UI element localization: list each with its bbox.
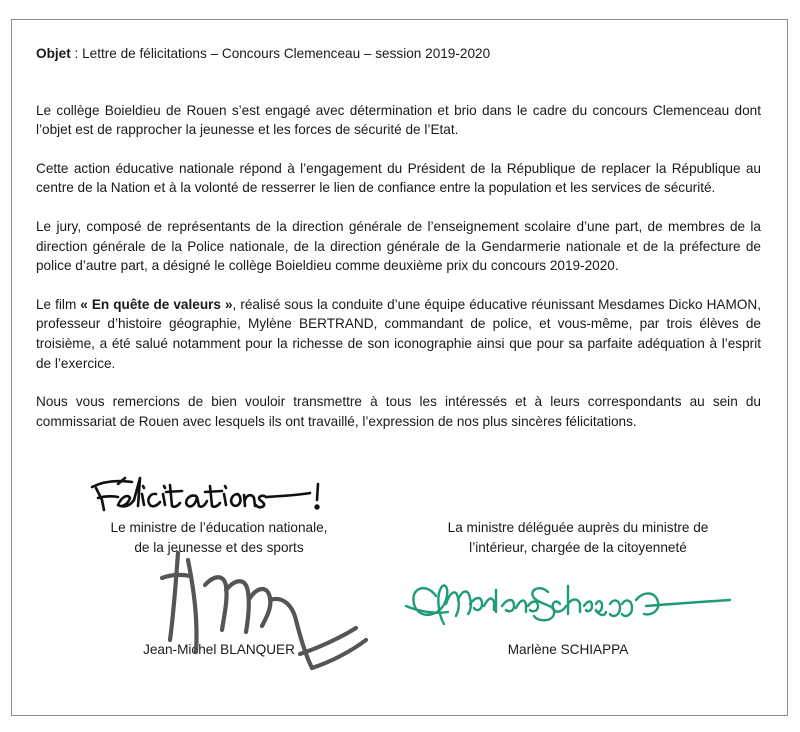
signatory-left-title-line2: de la jeunesse et des sports [134, 539, 304, 555]
signatory-left-title-line1: Le ministre de l’éducation nationale, [110, 520, 328, 535]
film-title: « En quête de valeurs » [80, 296, 233, 312]
paragraph-5: Nous vous remercions de bien vouloir transmettre à tous les intéressés et à leurs correspondants au sein du commissariat de Rouen avec lesquels ils ont travaillé, l’expression de nos plus sincères félicitations. [36, 394, 761, 429]
paragraph-2: Cette action éducative nationale répond à l’engagement du Président de la République de replacer la République au centre de la Nation et à la volonté de resserrer le lien de confiance entre la population et les services de sécurité. [36, 160, 761, 196]
signatory-right-title-line1: La ministre déléguée auprès du ministre de [447, 520, 709, 535]
signatory-right-title-line2: l’intérieur, chargée de la citoyenneté [469, 539, 687, 555]
paragraph-4-start: Le film [36, 296, 81, 312]
signatory-left-title [74, 518, 364, 557]
paragraph-1: Le collège Boieldieu de Rouen s’est engagé avec détermination et brio dans le cadre du concours Clemenceau dont l’objet est de rapprocher la jeunesse et les forces de sécurité de l’Etat. [36, 102, 761, 138]
subject-line [36, 44, 761, 64]
letter-body [36, 44, 761, 450]
subject-text: : Lettre de félicitations – Concours Clemenceau – session 2019-2020 [70, 46, 491, 61]
subject-label: Objet [36, 46, 71, 61]
paragraph-4-end: , réalisé sous la conduite d’une équipe éducative réunissant Mesdames Dicko HAMON, professeur d’histoire géographie, Mylène BERTRAND, commandant de police, et vous-même, par trois élèves de troisième, a été salué notamment pour la richesse de son iconographie ainsi que pour sa parfaite adéquation à l’esprit de l’exercice. [36, 296, 761, 371]
signatory-right-title [418, 518, 738, 557]
paragraph-4 [36, 295, 761, 373]
signatory-right-name: Marlène SCHIAPPA [507, 642, 629, 657]
paragraph-3: Le jury, composé de représentants de la direction générale de l’enseignement scolaire d’une part, de membres de la direction générale de la Police nationale, de la direction générale de la Gendarmerie nationale et de la préfecture de police d’autre part, a désigné le collège Boieldieu comme deuxième prix du concours 2019-2020. [36, 218, 761, 274]
signatory-left-name: Jean-Michel BLANQUER [143, 642, 295, 657]
